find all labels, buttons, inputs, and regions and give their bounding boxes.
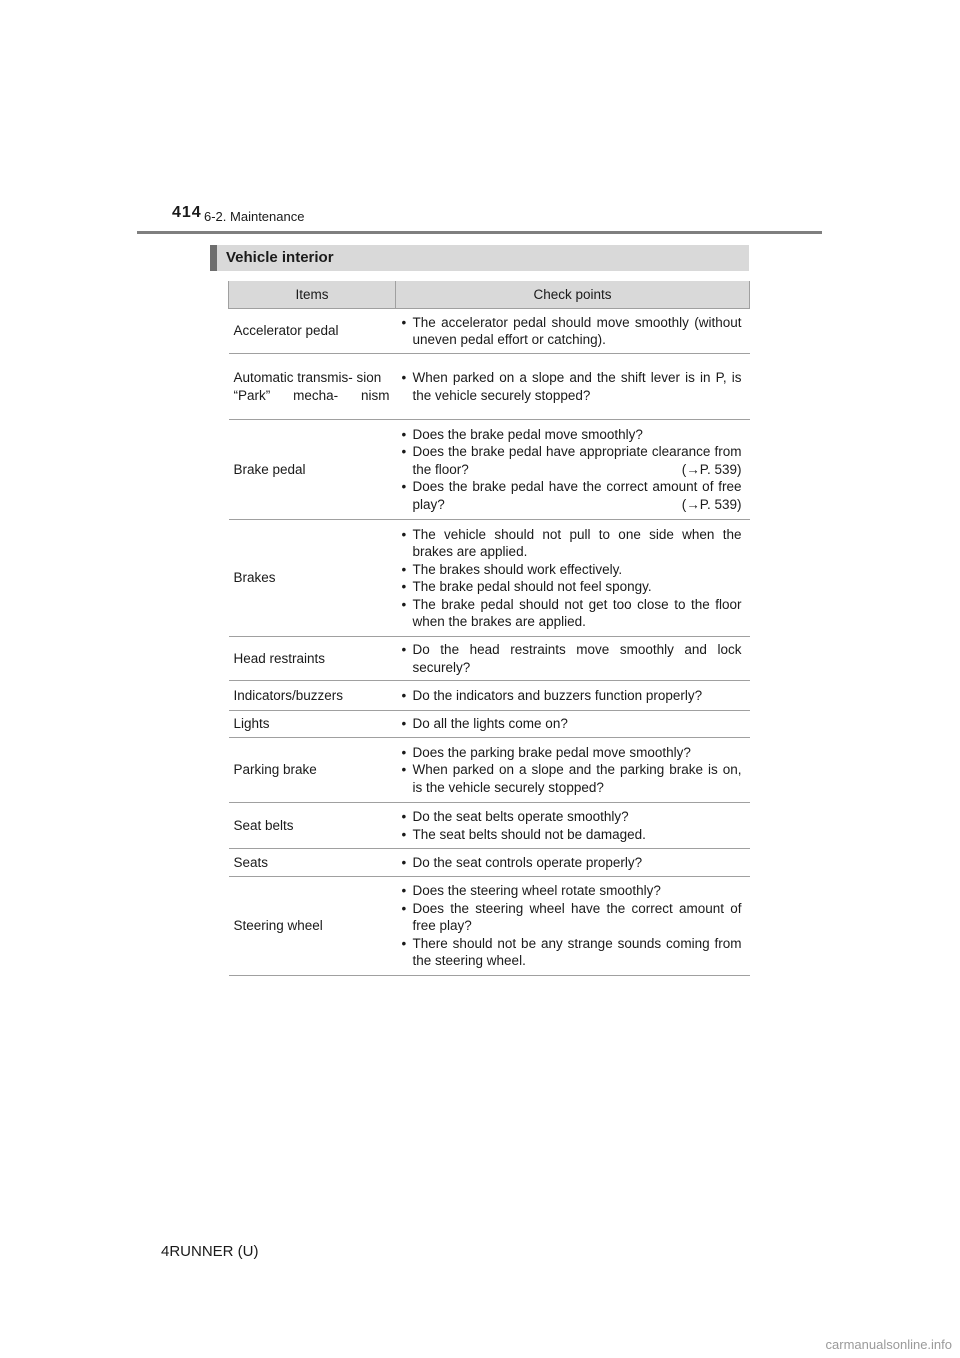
item-cell: Head restraints — [229, 637, 396, 681]
table-row — [229, 681, 750, 711]
item-cell: Steering wheel — [229, 877, 396, 976]
column-header-check-points: Check points — [396, 281, 750, 309]
item-cell: Indicators/buzzers — [229, 681, 396, 711]
check-points-cell — [396, 711, 750, 738]
table-row — [229, 309, 750, 354]
check-points-cell — [396, 420, 750, 520]
page-reference: (→P. 539) — [681, 461, 742, 477]
check-point — [401, 443, 742, 478]
check-points-cell — [396, 681, 750, 711]
check-point: • Do the seat belts operate smoothly? — [401, 808, 742, 826]
table-row — [229, 803, 750, 849]
check-point — [401, 478, 742, 513]
item-cell: Parking brake — [229, 738, 396, 803]
table-row — [229, 520, 750, 637]
check-points-cell — [396, 849, 750, 877]
check-points-cell — [396, 803, 750, 849]
check-points-cell — [396, 637, 750, 681]
table-row — [229, 877, 750, 976]
check-point: • Does the steering wheel rotate smoothly? — [401, 882, 742, 900]
table-row — [229, 420, 750, 520]
check-point: • Do the head restraints move smoothly and lock securely? — [401, 641, 742, 676]
inspection-table — [228, 281, 750, 976]
check-point: • The seat belts should not be damaged. — [401, 826, 742, 844]
check-point: • Do the indicators and buzzers function properly? — [401, 687, 742, 705]
item-cell: Brakes — [229, 520, 396, 637]
check-points-cell — [396, 354, 750, 420]
table-row — [229, 637, 750, 681]
check-points-cell — [396, 877, 750, 976]
page-reference: (→P. 539) — [681, 496, 742, 512]
watermark: carmanualsonline.info — [825, 1337, 952, 1352]
check-point: • Do the seat controls operate properly? — [401, 854, 742, 872]
check-points-cell — [396, 309, 750, 354]
check-point: • Does the steering wheel have the correct amount of free play? — [401, 900, 742, 935]
table-header-row — [229, 281, 750, 309]
check-point: • The brakes should work effectively. — [401, 561, 742, 579]
check-point: • Do all the lights come on? — [401, 715, 742, 733]
check-point-text: Does the brake pedal have the correct amount of free play? — [412, 479, 742, 512]
item-cell: Lights — [229, 711, 396, 738]
check-point: • When parked on a slope and the shift lever is in P, is the vehicle securely stopped? — [401, 369, 742, 404]
header-rule — [137, 231, 822, 234]
check-point-text: Does the brake pedal have appropriate clearance from the floor? — [412, 444, 742, 477]
check-point — [401, 426, 742, 444]
item-cell: Automatic transmis- sion “Park” mecha- nism — [229, 354, 396, 420]
table-row — [229, 711, 750, 738]
section-title: Vehicle interior — [226, 249, 334, 266]
page-number: 414 — [172, 204, 202, 221]
table-row — [229, 738, 750, 803]
check-points-cell — [396, 520, 750, 637]
item-cell: Brake pedal — [229, 420, 396, 520]
check-point: • The vehicle should not pull to one side when the brakes are applied. — [401, 526, 742, 561]
item-cell: Seats — [229, 849, 396, 877]
section-title-bar — [210, 245, 749, 271]
item-cell: Accelerator pedal — [229, 309, 396, 354]
item-cell: Seat belts — [229, 803, 396, 849]
column-header-items: Items — [229, 281, 396, 309]
check-points-cell — [396, 738, 750, 803]
section-label: 6-2. Maintenance — [204, 209, 305, 224]
check-point: • When parked on a slope and the parking brake is on, is the vehicle securely stopped? — [401, 761, 742, 796]
check-point: • There should not be any strange sounds coming from the steering wheel. — [401, 935, 742, 970]
check-point-text: Does the brake pedal move smoothly? — [412, 426, 643, 442]
check-point: • Does the parking brake pedal move smoothly? — [401, 744, 742, 762]
check-point: • The brake pedal should not get too close to the floor when the brakes are applied. — [401, 596, 742, 631]
table-row — [229, 354, 750, 420]
model-label: 4RUNNER (U) — [161, 1243, 259, 1260]
check-point: • The accelerator pedal should move smoothly (without uneven pedal effort or catching). — [401, 314, 742, 349]
table-row — [229, 849, 750, 877]
check-point: • The brake pedal should not feel spongy. — [401, 578, 742, 596]
